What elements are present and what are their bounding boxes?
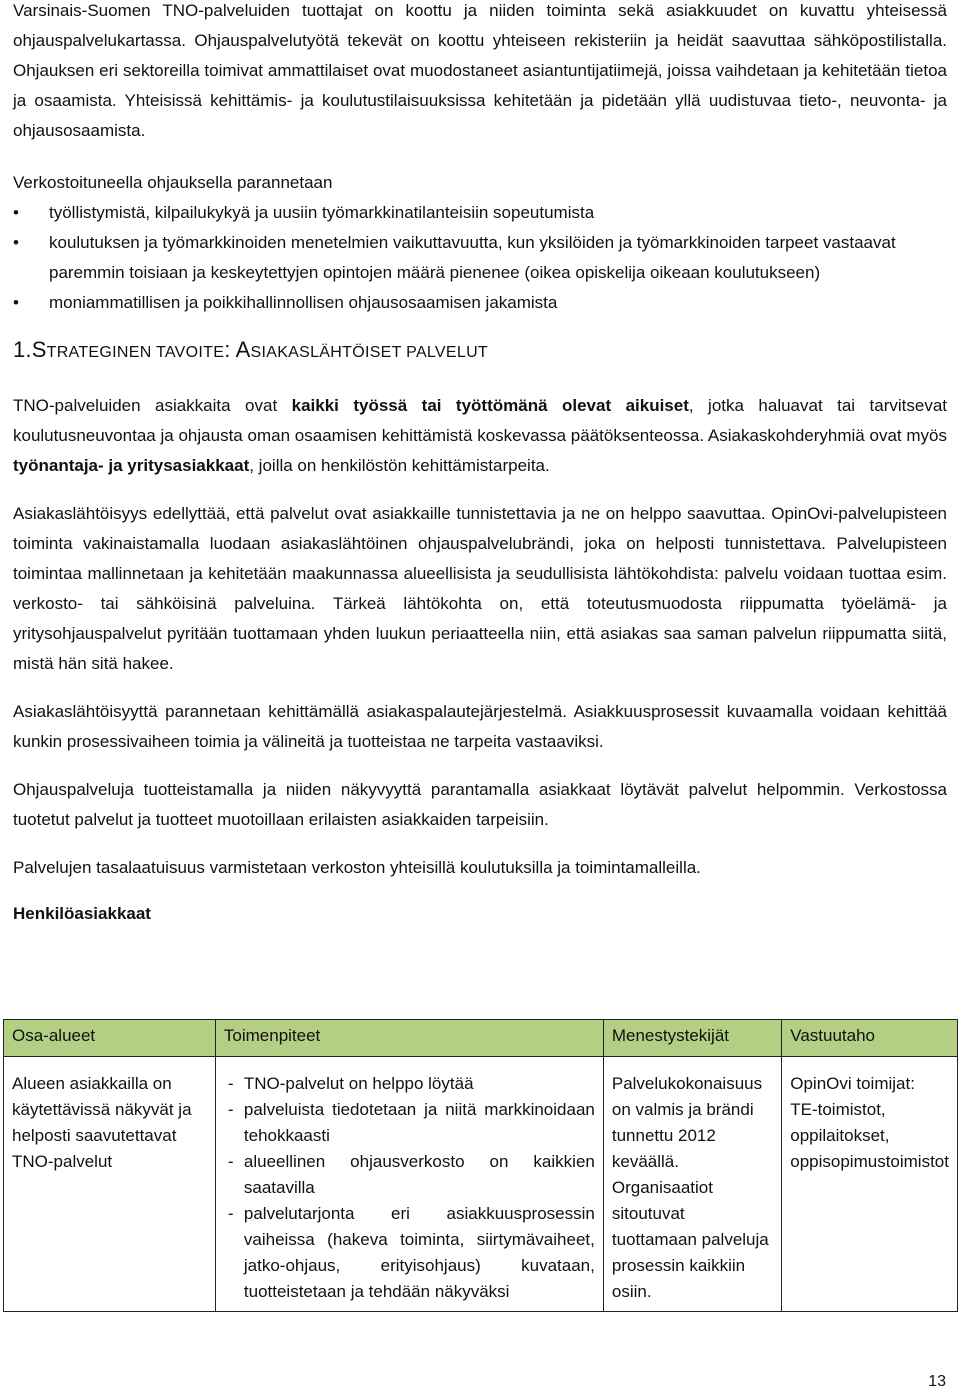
heading-smallcaps-1: TRATEGINEN TAVOITE (46, 344, 225, 361)
body-paragraph: Asiakaslähtöisyyttä parannetaan kehittämällä asiakaspalautejärjestelmä. Asiakkuusprosessit kuvaamalla voidaan kehittää kunkin prosessivaiheen toimia ja välineitä ja tuotteistaa ne tarpeita vastaaviksi. (13, 702, 947, 751)
networked-bullet-list (13, 198, 947, 318)
body-paragraph: Asiakaslähtöisyys edellyttää, että palvelut ovat asiakkaille tunnistettavia ja ne on helppo saavuttaa. OpinOvi-palvelupisteen toiminta vakinaistamalla luodaan asiakaslähtöinen ohjauspalvelubrändi, joka on helposti tunnistettava. Palvelupisteen toimintaa mallinnetaan ja kehitetään maakunnassa alueellisista ja seudullisista lähtökohdista: palvelu voidaan tuottaa esim. verkosto- tai sähköisinä palveluina. Tärkeä lähtökohta on, että toteutusmuodosta riippumatta työelämä- ja yritysohjauspalvelut pyritään tuottamaan yhden luukun periaatteella niin, että asiakas saa saman palvelun riippumatta siitä, mistä hän sitä hakee. (13, 504, 947, 673)
owner-line-2: TE-toimistot, oppilaitokset, oppisopimustoimistot (790, 1100, 949, 1171)
action-item: - palveluista tiedotetaan ja niitä markkinoidaan tehokkaasti (224, 1097, 595, 1149)
cell-area: Alueen asiakkailla on käytettävissä näkyvät ja helposti saavutettavat TNO-palvelut (4, 1057, 216, 1312)
clients-text-1: TNO-palveluiden asiakkaita ovat (13, 396, 278, 415)
section-heading (13, 332, 947, 371)
heading-initial-2: A (235, 337, 251, 362)
document-page (13, 0, 947, 929)
clients-text-2: , jotka haluavat tai tarvitsevat koulutusneuvontaa ja ohjausta oman osaamisen kehittämistä koskevassa päätöksenteossa. Asiakaskohderyhmiä ovat myös (13, 396, 947, 445)
cell-actions (215, 1057, 603, 1312)
actions-list (224, 1071, 595, 1305)
heading-initial-1: S (31, 337, 47, 362)
header-success: Menestystekijät (603, 1020, 781, 1057)
clients-bold-1: kaikki työssä tai työttömänä olevat aikuiset (291, 396, 689, 415)
owner-line-1: OpinOvi toimijat: (790, 1074, 915, 1093)
header-owner: Vastuutaho (782, 1020, 958, 1057)
bullet-item: • työllistymistä, kilpailukykyä ja uusiin työmarkkinatilanteisiin sopeutumista (13, 198, 947, 228)
heading-number: 1. (13, 337, 32, 362)
intro-text-1: Varsinais-Suomen TNO-palveluiden tuottajat on koottu ja niiden toiminta sekä asiakkuudet on kuvattu yhteisessä ohjauspalvelukartassa. Ohjauspalvelutyötä tekevät on koottu yhteiseen rekisteriin ja heidät saavuttaa sähköpostilistalla. (13, 1, 947, 50)
table-header-row (4, 1020, 958, 1057)
heading-colon: : (224, 337, 231, 362)
action-item: - alueellinen ohjausverkosto on kaikkien saatavilla (224, 1149, 595, 1201)
intro-paragraph (13, 0, 947, 146)
networked-lead: Verkostoituneella ohjauksella parannetaan (13, 173, 333, 192)
clients-paragraph (13, 391, 947, 481)
body-paragraph: Palvelujen tasalaatuisuus varmistetaan verkoston yhteisillä koulutuksilla ja toimintamalleilla. (13, 858, 701, 877)
clients-text-3: , joilla on henkilöstön kehittämistarpeita. (249, 456, 550, 475)
bullet-item: • koulutuksen ja työmarkkinoiden menetelmien vaikuttavuutta, kun yksilöiden ja työmarkkinoiden tarpeet vastaavat paremmin toisiaan ja keskeytettyjen opintojen määrä pienenee (oikea opiskelija oikeaan koulutukseen) (13, 228, 947, 288)
header-actions: Toimenpiteet (215, 1020, 603, 1057)
intro-text-2: Ohjauksen eri sektoreilla toimivat ammattilaiset ovat muodostaneet asiantuntijatiimejä, joissa vaihdetaan ja kehitetään tietoa ja osaamista. (13, 61, 947, 110)
page-number: 13 (928, 1373, 946, 1390)
action-item: - TNO-palvelut on helppo löytää (224, 1071, 595, 1097)
clients-bold-2: työnantaja- ja yritysasiakkaat (13, 456, 250, 475)
heading-smallcaps-2: SIAKASLÄHTÖISET PALVELUT (250, 344, 489, 361)
body-paragraph: Ohjauspalveluja tuotteistamalla ja niiden näkyvyyttä parantamalla asiakkaat löytävät palvelut helpommin. Verkostossa tuotetut palvelut ja tuotteet muotoillaan erilaisten asiakkaiden tarpeisiin. (13, 780, 947, 829)
intro-text-3: Yhteisissä kehittämis- ja koulutustilaisuuksissa kehitetään ja pidetään yllä uudistuvaa tieto-, neuvonta- ja ohjausosaamista. (13, 91, 947, 140)
cell-owner (782, 1057, 958, 1312)
bullet-item: • moniammatillisen ja poikkihallinnollisen ohjausosaamisen jakamista (13, 288, 947, 318)
header-area: Osa-alueet (4, 1020, 216, 1057)
cell-success: Palvelukokonaisuus on valmis ja brändi tunnettu 2012 keväällä. Organisaatiot sitoutuvat tuottamaan palveluja prosessin kaikkiin osiin. (603, 1057, 781, 1312)
measures-table (3, 1019, 958, 1312)
subheading: Henkilöasiakkaat (13, 904, 151, 923)
action-item: - palvelutarjonta eri asiakkuusprosessin vaiheissa (hakeva toiminta, siirtymävaiheet, jatko-ohjaus, erityisohjaus) kuvataan, tuotteistetaan ja tehdään näkyväksi (224, 1201, 595, 1305)
table-row (4, 1057, 958, 1312)
